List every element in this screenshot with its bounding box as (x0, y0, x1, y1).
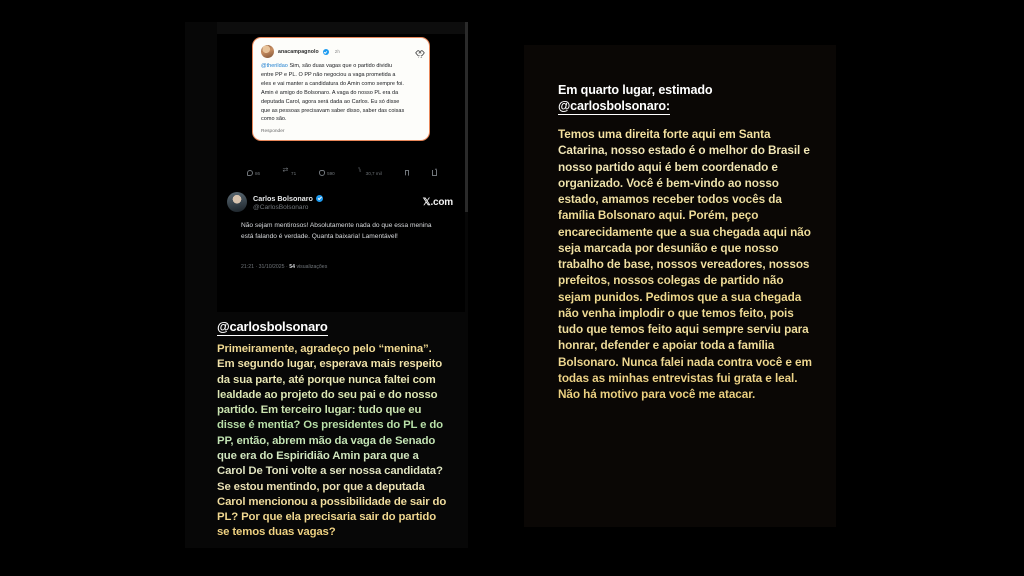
tweet-time: 21:21 (241, 264, 254, 270)
quoted-reply-card[interactable] (252, 37, 430, 141)
metric-retweets-value: 71 (291, 170, 297, 176)
metric-likes[interactable] (319, 170, 335, 176)
metric-bookmark[interactable] (405, 170, 409, 176)
left-caption-handle[interactable]: @carlosbolsonaro (217, 319, 328, 334)
tweet-date: 31/10/2025 (258, 264, 285, 270)
quoted-reply-action[interactable]: Responder (261, 129, 285, 135)
tweet-author-name-line (253, 194, 323, 203)
right-story-panel (524, 45, 836, 527)
verified-badge-icon (316, 195, 323, 202)
heart-icon[interactable] (417, 47, 423, 53)
tweet-views-label: visualizações (296, 264, 328, 270)
right-story-caption (558, 83, 812, 403)
retweet-icon (283, 170, 289, 176)
metric-retweets[interactable] (283, 170, 296, 176)
anacampagnolo-avatar (261, 45, 274, 58)
views-chart-icon (358, 170, 364, 176)
quoted-reply-header (261, 45, 421, 58)
main-tweet-text: Não sejam mentirosos! Absolutamente nada do que essa menina está falando é verdade. Quanta baixaria! Lamentável! (241, 222, 432, 241)
right-caption-line1: Em quarto lugar, estimado (558, 83, 713, 97)
quoted-like-column[interactable] (417, 47, 423, 59)
share-icon (432, 170, 437, 176)
reply-icon (247, 170, 253, 176)
tweet-top-strip (217, 22, 465, 34)
tweet-author-handle[interactable]: @CarlosBolsonaro (253, 203, 309, 211)
tweet-author-row[interactable] (223, 188, 459, 216)
tweet-author-meta (253, 194, 323, 211)
verified-badge-icon (323, 49, 329, 55)
tweet-author-name[interactable]: Carlos Bolsonaro (253, 193, 313, 203)
quoted-username[interactable]: anacampagnolo (278, 48, 319, 55)
quoted-reply-body: Sim, são duas vagas que o partido dividiu entre PP e PL. O PP não negociou a vaga prometida a eles e vai manter a candidatura do Amin como sempre foi. Amin é amigo do Bolsonaro. A vaga do nosso PL era da deputada Carol, agora será dada ao Carlos. Eu só disse que as pessoas precisavam saber disso, saber das coisas como são. (261, 63, 405, 123)
x-com-watermark: 𝕏.com (422, 196, 453, 208)
left-story-caption (217, 318, 447, 541)
right-caption-handle[interactable]: @carlosbolsonaro: (558, 99, 670, 113)
left-caption-body: Primeiramente, agradeço pelo “menina”. Em segundo lugar, esperava mais respeito da sua parte, até porque nunca faltei com lealdade ao projeto do seu pai e do nosso partido. Em terceiro lugar: tudo que eu disse é mentia? Os presidentes do PL e do PP, então, abrem mão da vaga de Senado que era do Espiridião Amin para que a Carol De Toni volte a ser nossa candidata? Se estou mentindo, por que a deputada Carol mencionou a possibilidade de sair do PL? Por que ela precisaria sair do partido se temos duas vagas? (217, 342, 447, 541)
metric-views[interactable] (358, 170, 382, 176)
tweet-metrics-bar (247, 170, 437, 176)
quoted-mention[interactable]: @therildao (261, 63, 288, 69)
metric-likes-value: 590 (327, 170, 335, 176)
metric-replies[interactable] (247, 170, 260, 176)
quoted-reply-text (261, 62, 421, 124)
like-heart-icon (319, 170, 325, 176)
quoted-like-count: 71 (417, 54, 423, 59)
metric-replies-value: 86 (255, 170, 261, 176)
quoted-timestamp: 2h (334, 49, 340, 54)
story-scroll-sliver (465, 22, 468, 212)
carlos-bolsonaro-avatar[interactable] (227, 192, 247, 212)
tweet-views-count: 54 (289, 264, 295, 270)
right-caption-body: Temos uma direita forte aqui em Santa Catarina, nosso estado é o melhor do Brasil e nosso partido aqui é bem coordenado e organizado. Você é bem-vindo ao nosso estado, amamos receber todos vocês da família Bolsonaro aqui. Porém, peço encarecidamente que a sua chegada aqui não seja marcada por desunião e que nosso trabalho de base, nossos vereadores, nossos prefeitos, nossos colegas de partido não sejam punidos. Pedimos que a sua chegada não venha implodir o que temos feito, pois tudo que temos feito aqui sempre serviu para honrar, defender e apoiar toda a família Bolsonaro. Nunca falei nada contra você e em todas as minhas entrevistas fui grata e leal. Não há motivo para você me atacar. (558, 127, 812, 402)
metric-share[interactable] (432, 170, 437, 176)
bookmark-icon (405, 170, 409, 176)
metric-views-value: 30,7 mil (365, 170, 382, 176)
embedded-tweet-screenshot (217, 22, 465, 312)
tweet-timestamp-row: 21:21 · 31/10/2025 · 54 visualizações (241, 264, 328, 270)
left-story-panel (185, 22, 468, 548)
